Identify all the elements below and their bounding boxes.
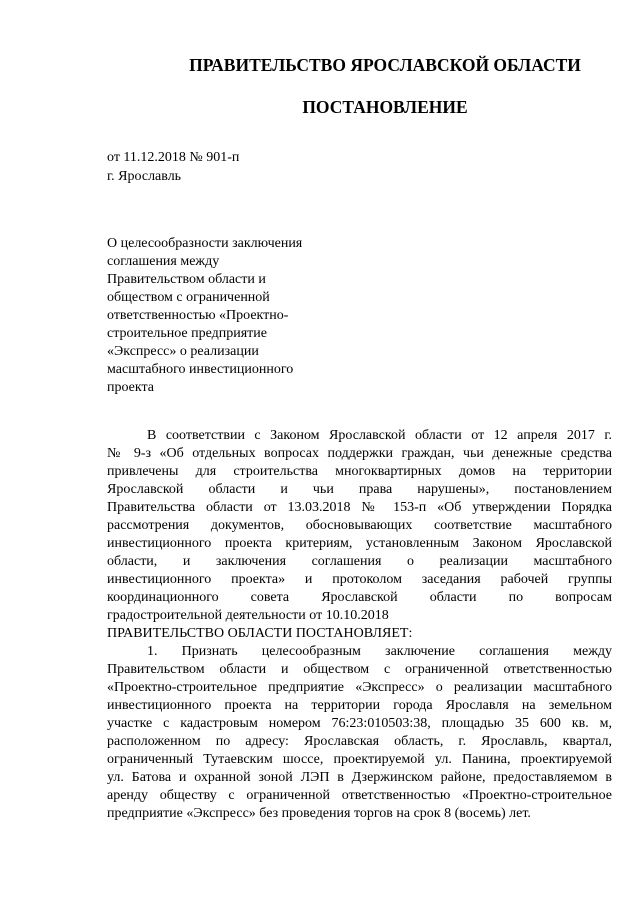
item-line: Правительством области и обществом с ограниченной ответственностью <box>107 662 612 677</box>
body-line: № 9-з «Об отдельных вопросах поддержки граждан, чьи денежные средства <box>107 446 612 461</box>
body-line: области, и заключения соглашения о реализации масштабного <box>107 554 612 569</box>
body-line: градостроительной деятельности от 10.10.2018 <box>107 608 389 623</box>
subject-line: соглашения между <box>107 254 220 269</box>
subject-line: О целесообразности заключения <box>107 236 303 251</box>
body-line: координационного совета Ярославской области по вопросам <box>107 590 612 605</box>
document-subject <box>107 235 337 397</box>
item-line: ул. Батова и охранной зоной ЛЭП в Дзержинском районе, предоставляемом в <box>107 770 612 785</box>
body-line: привлечены для строительства многоквартирных домов на территории <box>107 464 612 479</box>
subject-line: Правительством области и <box>107 272 266 287</box>
subject-line: ответственностью «Проектно- <box>107 308 289 323</box>
item-line: аренду обществу с ограниченной ответственностью «Проектно-строительное <box>107 788 612 803</box>
subject-line: «Экспресс» о реализации <box>107 344 259 359</box>
item-line: ограниченный Тутаевским шоссе, проектируемой ул. Панина, проектируемой <box>107 752 612 767</box>
subject-line: проекта <box>107 380 154 395</box>
item-line: участке с кадастровым номером 76:23:010503:38, площадью 35 600 кв. м, <box>107 716 612 731</box>
city: г. Ярославль <box>107 169 182 184</box>
document-body <box>107 427 612 823</box>
body-line: Правительства области от 13.03.2018 № 153-п «Об утверждении Порядка <box>107 500 612 515</box>
subject-line: строительное предприятие <box>107 326 267 341</box>
subject-line: масштабного инвестиционного <box>107 362 294 377</box>
body-line: инвестиционного проекта» и протоколом заседания рабочей группы <box>107 572 612 587</box>
document-type: ПОСТАНОВЛЕНИЕ <box>302 97 468 117</box>
item-line: инвестиционного проекта на территории города Ярославля на земельном <box>107 698 612 713</box>
body-line: Ярославской области и чьи права нарушены», постановлением <box>107 482 612 497</box>
resolution-heading: ПРАВИТЕЛЬСТВО ОБЛАСТИ ПОСТАНОВЛЯЕТ: <box>107 626 413 641</box>
body-line: В соответствии с Законом Ярославской области от 12 апреля 2017 г. <box>147 428 612 443</box>
date-number: от 11.12.2018 № 901-п <box>107 150 240 165</box>
item-line: «Проектно-строительное предприятие «Экспресс» о реализации масштабного <box>107 680 612 695</box>
body-line: рассмотрения документов, обосновывающих соответствие масштабного <box>107 518 612 533</box>
item-line: расположенном по адресу: Ярославская область, г. Ярославль, квартал, <box>107 734 612 749</box>
body-line: инвестиционного проекта критериям, установленным Законом Ярославской <box>107 536 612 551</box>
subject-line: обществом с ограниченной <box>107 290 270 305</box>
item-line: предприятие «Экспресс» без проведения торгов на срок 8 (восемь) лет. <box>107 806 531 821</box>
document-meta <box>107 148 239 186</box>
item-line: 1. Признать целесообразным заключение соглашения между <box>147 644 612 659</box>
government-title: ПРАВИТЕЛЬСТВО ЯРОСЛАВСКОЙ ОБЛАСТИ <box>189 55 581 75</box>
